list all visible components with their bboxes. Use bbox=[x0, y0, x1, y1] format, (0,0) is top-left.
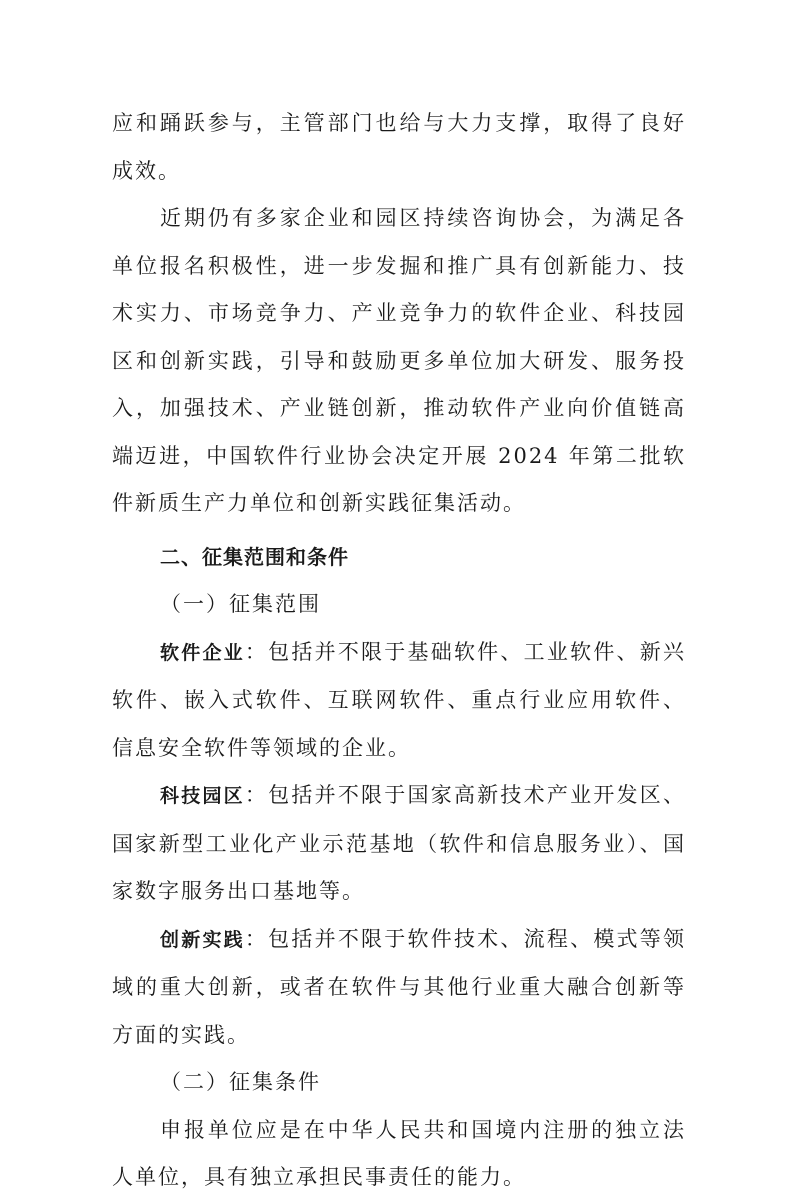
text-tech-parks: ：包括并不限于国家高新技术产业开发区、国家新型工业化产业示范基地（软件和信息服务业）、国家数字服务出口基地等。 bbox=[112, 783, 686, 903]
paragraph-continuation: 应和踊跃参与，主管部门也给与大力支撑，取得了良好成效。 bbox=[112, 111, 686, 183]
paragraph-conditions: 申报单位应是在中华人民共和国境内注册的独立法人单位，具有独立承担民事责任的能力。 bbox=[112, 1117, 686, 1189]
paragraph-innovation-practice bbox=[112, 916, 686, 1060]
text-innovation-practice: ：包括并不限于软件技术、流程、模式等领域的重大创新，或者在软件与其他行业重大融合创新等方面的实践。 bbox=[112, 926, 686, 1047]
label-innovation-practice: 创新实践 bbox=[160, 928, 245, 951]
subsection-heading-scope: （一）征集范围 bbox=[160, 592, 321, 616]
text-software-enterprises: ：包括并不限于基础软件、工业软件、新兴软件、嵌入式软件、互联网软件、重点行业应用软件、信息安全软件等领域的企业。 bbox=[112, 639, 686, 760]
paragraph-background: 近期仍有多家企业和园区持续咨询协会，为满足各单位报名积极性，进一步发掘和推广具有创新能力、技术实力、市场竞争力、产业竞争力的软件企业、科技园区和创新实践，引导和鼓励更多单位加大研发、服务投入，加强技术、产业链创新，推动软件产业向价值链高端迈进，中国软件行业协会决定开展 2024 年第二批软件新质生产力单位和创新实践征集活动。 bbox=[112, 206, 686, 515]
paragraph-tech-parks bbox=[112, 772, 686, 916]
section-heading-scope-and-conditions: 二、征集范围和条件 bbox=[160, 544, 349, 569]
label-tech-parks: 科技园区 bbox=[160, 785, 245, 807]
paragraph-software-enterprises bbox=[112, 629, 686, 773]
document-body bbox=[112, 100, 686, 1202]
subsection-heading-conditions: （二）征集条件 bbox=[160, 1070, 321, 1094]
label-software-enterprises: 软件企业 bbox=[160, 641, 245, 664]
